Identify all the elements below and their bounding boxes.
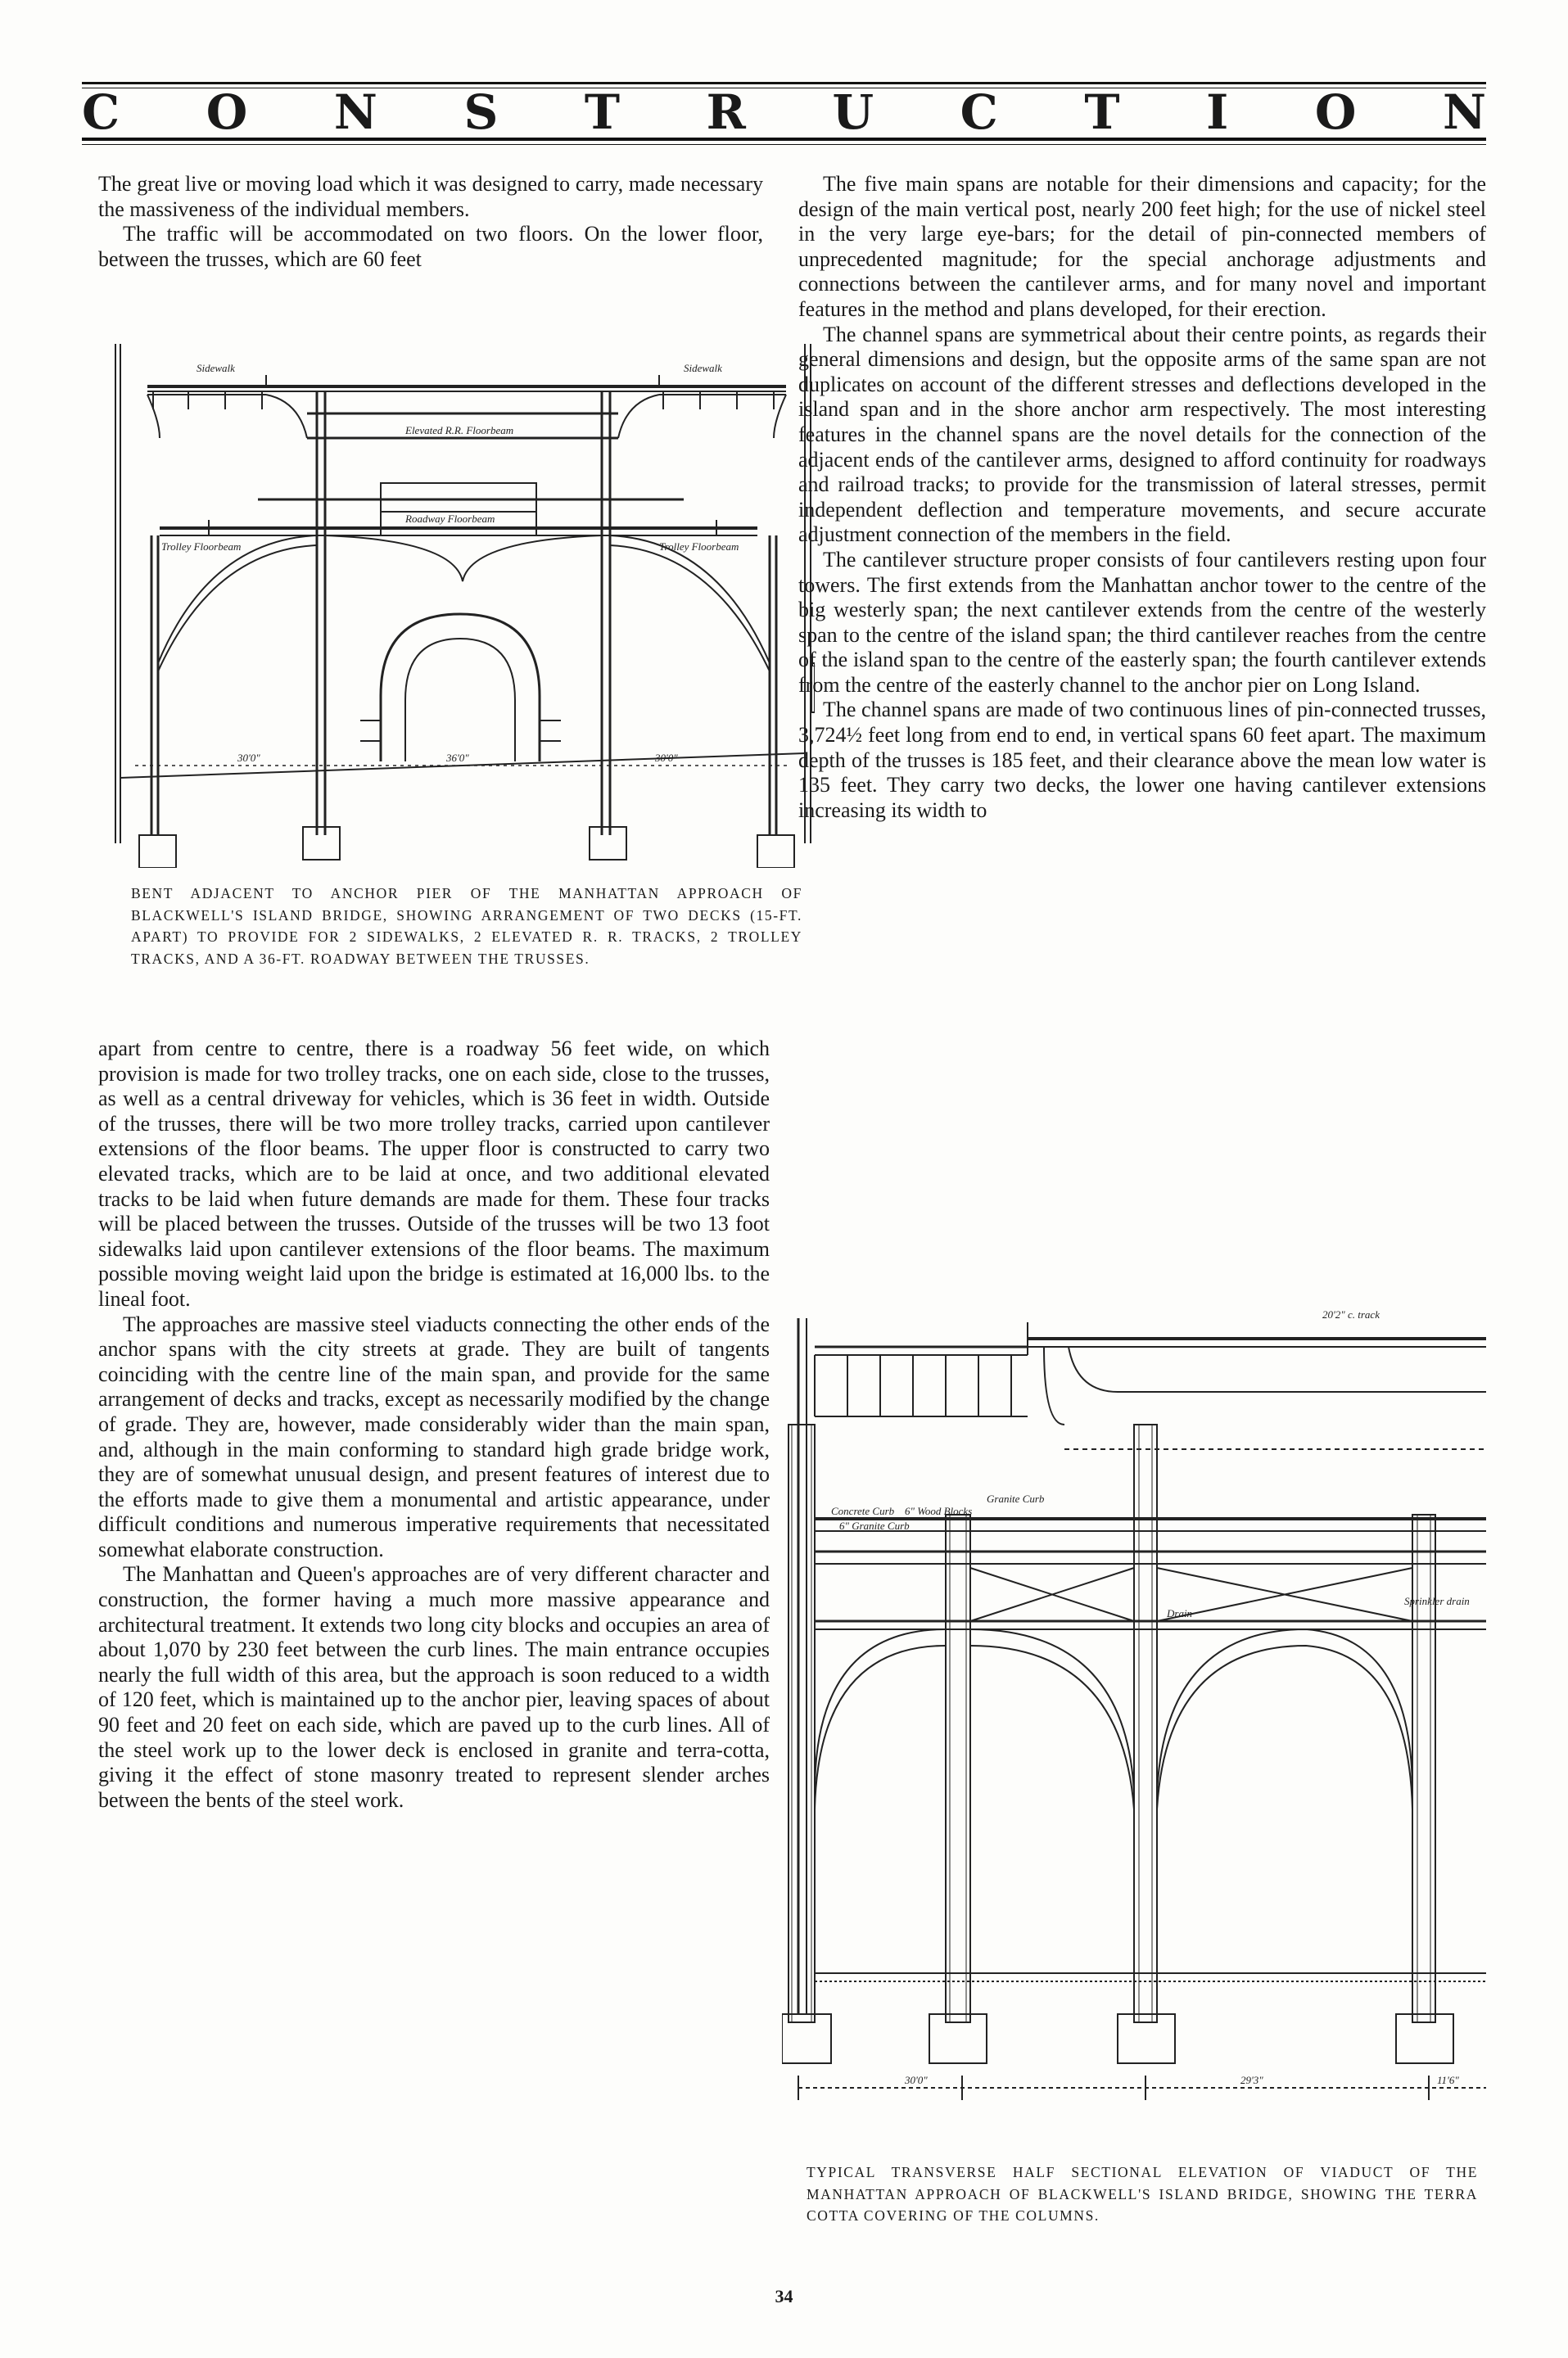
figure-2-caption bbox=[807, 2162, 1478, 2227]
masthead-letter: N bbox=[333, 84, 377, 140]
paragraph: The five main spans are notable for their dimensions and capacity; for the design of the main vertical post, nearly 200 feet high; for the use of nickel steel in the very large eye-bars; for the detail of pin-connected members of unprecedented magnitude; for the special anchorage adjustments and connections between the cantilever arms, and for many novel and important features in the method and plans developed, for their erection. bbox=[798, 172, 1486, 321]
page-number: 34 bbox=[775, 2286, 793, 2306]
paragraph: The traffic will be accommodated on two floors. On the lower floor, between the trusses, which are 60 feet bbox=[98, 222, 763, 271]
masthead-letter: O bbox=[206, 84, 248, 140]
right-column bbox=[798, 172, 1486, 823]
masthead-letter: R bbox=[706, 84, 746, 140]
label-dim-a: 30'0" bbox=[905, 2074, 928, 2086]
label-dim-left: 30'0" bbox=[237, 752, 260, 764]
label-wood-blocks: 6" Wood Blocks bbox=[905, 1505, 973, 1517]
figure-bent-elevation bbox=[111, 336, 815, 868]
caption-text: TYPICAL TRANSVERSE HALF SECTIONAL ELEVATION OF VIADUCT OF THE MANHATTAN APPROACH OF BLACKWELL'S ISLAND BRIDGE, SHOWING THE TERRA COTTA COVERING OF THE COLUMNS. bbox=[807, 2164, 1478, 2224]
paragraph: The channel spans are symmetrical about their centre points, as regards their general dimensions and design, but the opposite arms of the same span are not duplicates on account of the different stresses and deflections developed in the island span and in the shore anchor arm respectively. The most interesting features in the channel spans are the novel details for the connection of the adjacent ends of the cantilever arms, designed to afford continuity for roadways and railroad tracks; to provide for the transmission of lateral stresses, permit independent deflection and temperature movements, and secure accurate adjustment connection of the members in the field. bbox=[798, 322, 1486, 547]
left-column-body bbox=[98, 1037, 770, 1813]
masthead-letter: C bbox=[82, 84, 120, 140]
masthead-letter: O bbox=[1314, 84, 1357, 140]
label-dim-c: 11'6" bbox=[1437, 2074, 1459, 2086]
figure-1-caption bbox=[131, 883, 802, 969]
paragraph: The Manhattan and Queen's approaches are of very different character and construction, the former having a much more massive appearance and architectural treatment. It extends two long city blocks and occupies an area of about 1,070 by 230 feet between the curb lines. The main entrance occupies nearly the full width of this area, but the approach is soon reduced to a width of 120 feet, which is maintained up to the anchor pier, leaving spaces of about 90 feet and 20 feet on each side, which are paved up to the curb lines. All of the steel work up to the lower deck is enclosed in granite and terra-cotta, giving it the effect of stone masonry treated to represent slender arches between the bents of the steel work. bbox=[98, 1562, 770, 1812]
label-trolley-left: Trolley Floorbeam bbox=[161, 540, 242, 553]
viaduct-drawing bbox=[782, 1302, 1486, 2121]
masthead-letter: U bbox=[832, 84, 874, 140]
label-elevated-floorbeam: Elevated R.R. Floorbeam bbox=[405, 424, 514, 436]
bent-drawing bbox=[111, 336, 815, 868]
masthead-letter: I bbox=[1206, 84, 1229, 140]
paragraph: apart from centre to centre, there is a roadway 56 feet wide, on which provision is made for two trolley tracks, one on each side, close to the trusses, as well as a central driveway for vehicles, which is 36 feet in width. Outside of the trusses, there will be two more trolley tracks, carried upon cantilever extensions of the floor beams. The upper floor is constructed to carry two elevated tracks, which are to be laid at once, and two additional elevated tracks to be laid when future demands are made for them. These four tracks will be placed between the trusses. Outside of the trusses will be two 13 foot sidewalks laid upon cantilever extensions of the floor beams. The maximum possible moving weight laid upon the bridge is estimated at 16,000 lbs. to the lineal foot. bbox=[98, 1037, 770, 1311]
label-dim-b: 29'3" bbox=[1240, 2074, 1263, 2086]
paragraph: The cantilever structure proper consists of four cantilevers resting upon four towers. The first extends from the Manhattan anchor tower to the centre of the big westerly span; the next cantilever extends from the centre of the westerly span to the centre of the island span; the third cantilever reaches from the centre of the island span to the centre of the easterly span; the fourth cantilever extends from the centre of the easterly channel to the anchor pier on Long Island. bbox=[798, 547, 1486, 697]
masthead-rule bbox=[82, 144, 1486, 145]
caption-text: BENT ADJACENT TO ANCHOR PIER OF THE MANHATTAN APPROACH OF BLACKWELL'S ISLAND BRIDGE, SHOWING ARRANGEMENT OF TWO DECKS (15-FT. APART) TO PROVIDE FOR 2 SIDEWALKS, 2 ELEVATED R. R. TRACKS, 2 TROLLEY TRACKS, AND A 36-FT. ROADWAY BETWEEN THE TRUSSES. bbox=[131, 885, 802, 967]
masthead-letter: N bbox=[1442, 84, 1486, 140]
label-dim-center: 36'0" bbox=[446, 752, 469, 764]
label-dim-right: 30'0" bbox=[655, 752, 678, 764]
masthead-letter: T bbox=[1084, 84, 1120, 140]
masthead-rule bbox=[82, 138, 1486, 141]
masthead-title bbox=[82, 84, 1486, 140]
label-granite-curb-2: 6" Granite Curb bbox=[839, 1520, 910, 1532]
label-trolley-right: Trolley Floorbeam bbox=[659, 540, 739, 553]
paragraph: The great live or moving load which it was designed to carry, made necessary the massiveness of the individual members. bbox=[98, 172, 763, 221]
label-sprinkler: Sprinkler drain bbox=[1404, 1595, 1470, 1607]
label-granite-curb: Granite Curb bbox=[987, 1493, 1045, 1505]
left-column-intro bbox=[98, 172, 763, 272]
label-drain: Drain bbox=[1167, 1607, 1193, 1619]
paragraph: The approaches are massive steel viaducts connecting the other ends of the anchor spans with the city streets at grade. They are built of tangents coinciding with the centre line of the main span, and provide for the same arrangement of decks and tracks, except as necessarily modified by the change of grade. They are, however, made considerably wider than the main span, and, although in the main conforming to standard high grade bridge work, they are of somewhat unusual design, and present features of interest due to the efforts made to give them a monumental and artistic appearance, under difficult conditions and numerous imperative requirements that necessitated somewhat elaborate construction. bbox=[98, 1312, 770, 1561]
paragraph: The channel spans are made of two continuous lines of pin-connected trusses, 3,724½ feet long from end to end, in vertical spans 60 feet apart. The maximum depth of the trusses is 185 feet, and their clearance above the mean low water is 135 feet. They carry two decks, the lower one having cantilever extensions increasing its width to bbox=[798, 698, 1486, 822]
masthead-letter: S bbox=[463, 84, 499, 140]
masthead-letter: C bbox=[960, 84, 998, 140]
label-sidewalk-right: Sidewalk bbox=[684, 362, 722, 374]
masthead bbox=[82, 82, 1486, 139]
masthead-rule bbox=[82, 82, 1486, 84]
label-roadway-floorbeam: Roadway Floorbeam bbox=[405, 513, 495, 525]
label-top-dim: 20'2" c. track bbox=[1322, 1308, 1380, 1321]
figure-viaduct-section bbox=[782, 1302, 1486, 2121]
label-concrete-curb: Concrete Curb bbox=[831, 1505, 895, 1517]
label-sidewalk-left: Sidewalk bbox=[197, 362, 235, 374]
masthead-letter: T bbox=[584, 84, 621, 140]
